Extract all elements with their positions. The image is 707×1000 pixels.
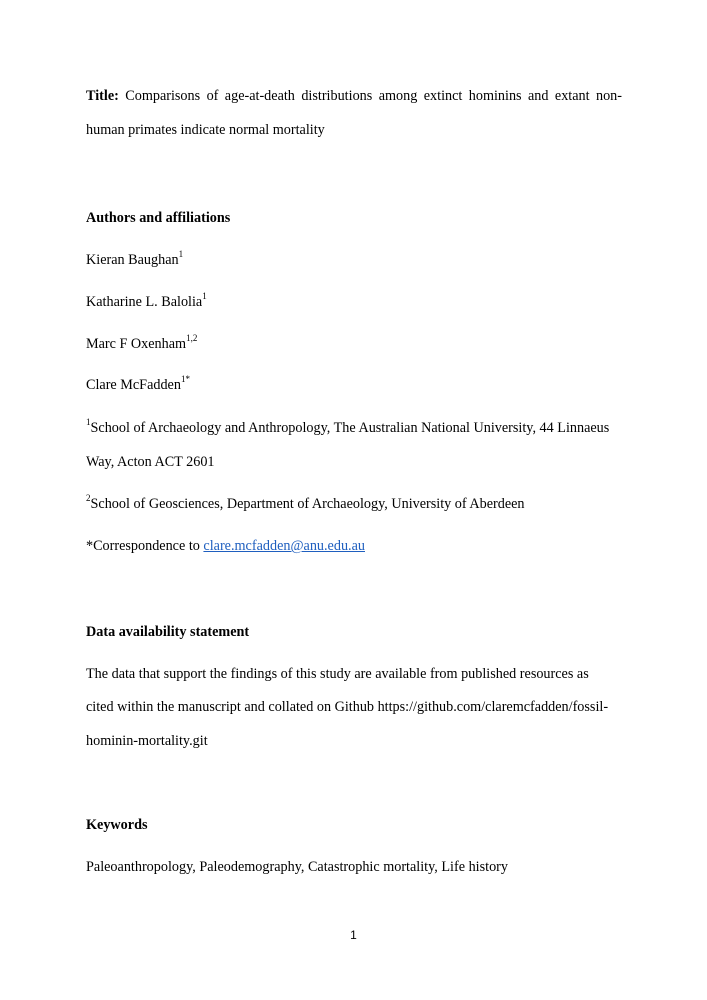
affiliation-text: School of Geosciences, Department of Archaeology, University of Aberdeen [90, 496, 525, 512]
affiliation-sup: 2 [86, 493, 91, 504]
authors-heading: Authors and affiliations [86, 210, 231, 226]
title-line-2: human primates indicate normal mortality [86, 122, 325, 138]
author-name: Marc F Oxenham [86, 336, 187, 352]
author-name: Kieran Baughan [86, 252, 179, 268]
author-affiliation-sup: 1 [178, 249, 184, 260]
affiliation-sup: 1 [86, 417, 91, 428]
author-affiliation-sup: 1,2 [186, 333, 198, 344]
page-number: 1 [350, 928, 357, 942]
data-availability-line-1: The data that support the findings of this study are available from published resources as [86, 666, 589, 682]
author-name: Katharine L. Balolia [86, 294, 203, 310]
author-2 [86, 293, 207, 311]
keywords-text: Paleoanthropology, Paleodemography, Catastrophic mortality, Life history [86, 859, 508, 875]
affiliation-1-line-2: Way, Acton ACT 2601 [86, 454, 215, 470]
author-3 [86, 335, 197, 353]
data-availability-heading: Data availability statement [86, 624, 250, 640]
title-label: Title: [86, 88, 119, 104]
data-availability-line-3: hominin-mortality.git [86, 733, 208, 749]
author-affiliation-sup: 1 [202, 291, 207, 302]
author-4 [86, 376, 190, 394]
author-affiliation-sup: 1* [180, 374, 190, 385]
correspondence-label: *Correspondence to [86, 538, 204, 554]
title-line-1 [86, 87, 622, 105]
affiliation-text: School of Archaeology and Anthropology, The Australian National University, 44 Linnaeus [90, 420, 610, 436]
title-text-1: Comparisons of age-at-death distributions among extinct hominins and extant non- [125, 88, 622, 104]
affiliation-1-line-1 [86, 419, 609, 437]
correspondence [86, 537, 365, 555]
author-name: Clare McFadden [86, 377, 181, 393]
correspondence-email-link[interactable]: clare.mcfadden@anu.edu.au [203, 538, 365, 554]
keywords-heading: Keywords [86, 817, 148, 833]
data-availability-line-2: cited within the manuscript and collated on Github https://github.com/claremcfadden/fossil- [86, 699, 609, 715]
affiliation-2 [86, 495, 525, 513]
author-1 [86, 251, 183, 269]
